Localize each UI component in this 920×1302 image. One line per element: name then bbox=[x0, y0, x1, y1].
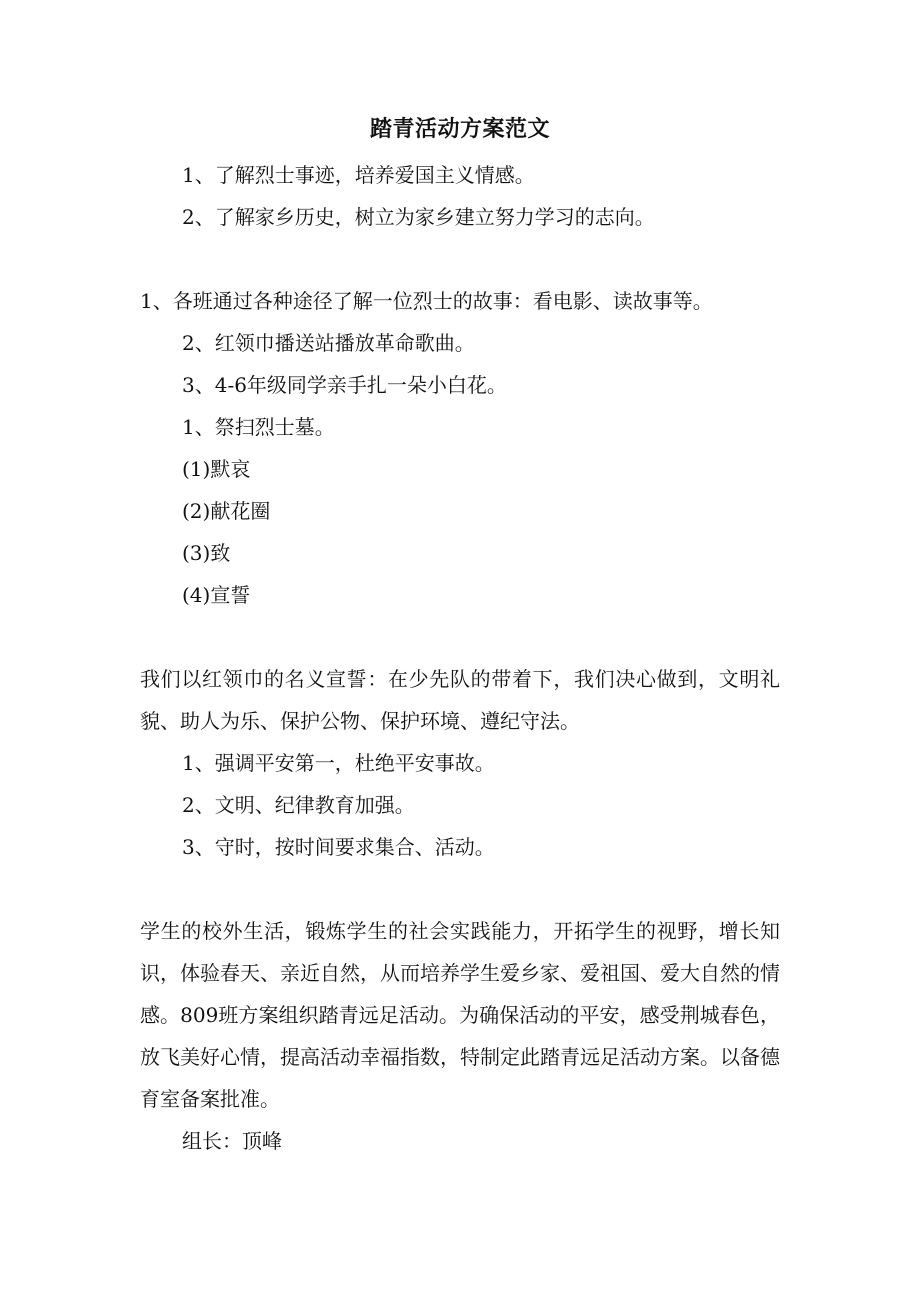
preparation-2: 2、红领巾播送站播放革命歌曲。 bbox=[182, 331, 475, 355]
requirement-3: 3、守时，按时间要求集合、活动。 bbox=[182, 835, 495, 859]
preparation-1: 1、各班通过各种途径了解一位烈士的故事：看电影、读故事等。 bbox=[140, 289, 713, 313]
activity-step-3: (3)致 bbox=[182, 541, 231, 565]
requirement-1: 1、强调平安第一，杜绝平安事故。 bbox=[182, 751, 495, 775]
activity-step-4: (4)宣誓 bbox=[182, 583, 251, 607]
activity-step-2: (2)献花圈 bbox=[182, 499, 271, 523]
objective-2: 2、了解家乡历史，树立为家乡建立努力学习的志向。 bbox=[182, 205, 655, 229]
purpose-paragraph: 学生的校外生活，锻炼学生的社会实践能力，开拓学生的视野，增长知识，体验春天、亲近自然，从而培养学生爱乡家、爱祖国、爱大自然的情感。809班方案组织踏青远足活动。为确保活动的平安，感受荆城春色，放飞美好心情，提高活动幸福指数，特制定此踏青远足活动方案。以备德育室备案批准。 bbox=[140, 919, 780, 1111]
requirement-2: 2、文明、纪律教育加强。 bbox=[182, 793, 415, 817]
oath-paragraph: 我们以红领巾的名义宣誓：在少先队的带着下，我们决心做到，文明礼貌、助人为乐、保护公物、保护环境、遵纪守法。 bbox=[140, 667, 780, 733]
leader-line: 组长：顶峰 bbox=[182, 1129, 282, 1153]
activity-step-1: (1)默哀 bbox=[182, 457, 251, 481]
preparation-3: 3、4-6年级同学亲手扎一朵小白花。 bbox=[182, 373, 507, 397]
document-title: 踏青活动方案范文 bbox=[369, 116, 550, 142]
activity-1: 1、祭扫烈士墓。 bbox=[182, 415, 335, 439]
objective-1: 1、了解烈士事迹，培养爱国主义情感。 bbox=[182, 163, 535, 187]
